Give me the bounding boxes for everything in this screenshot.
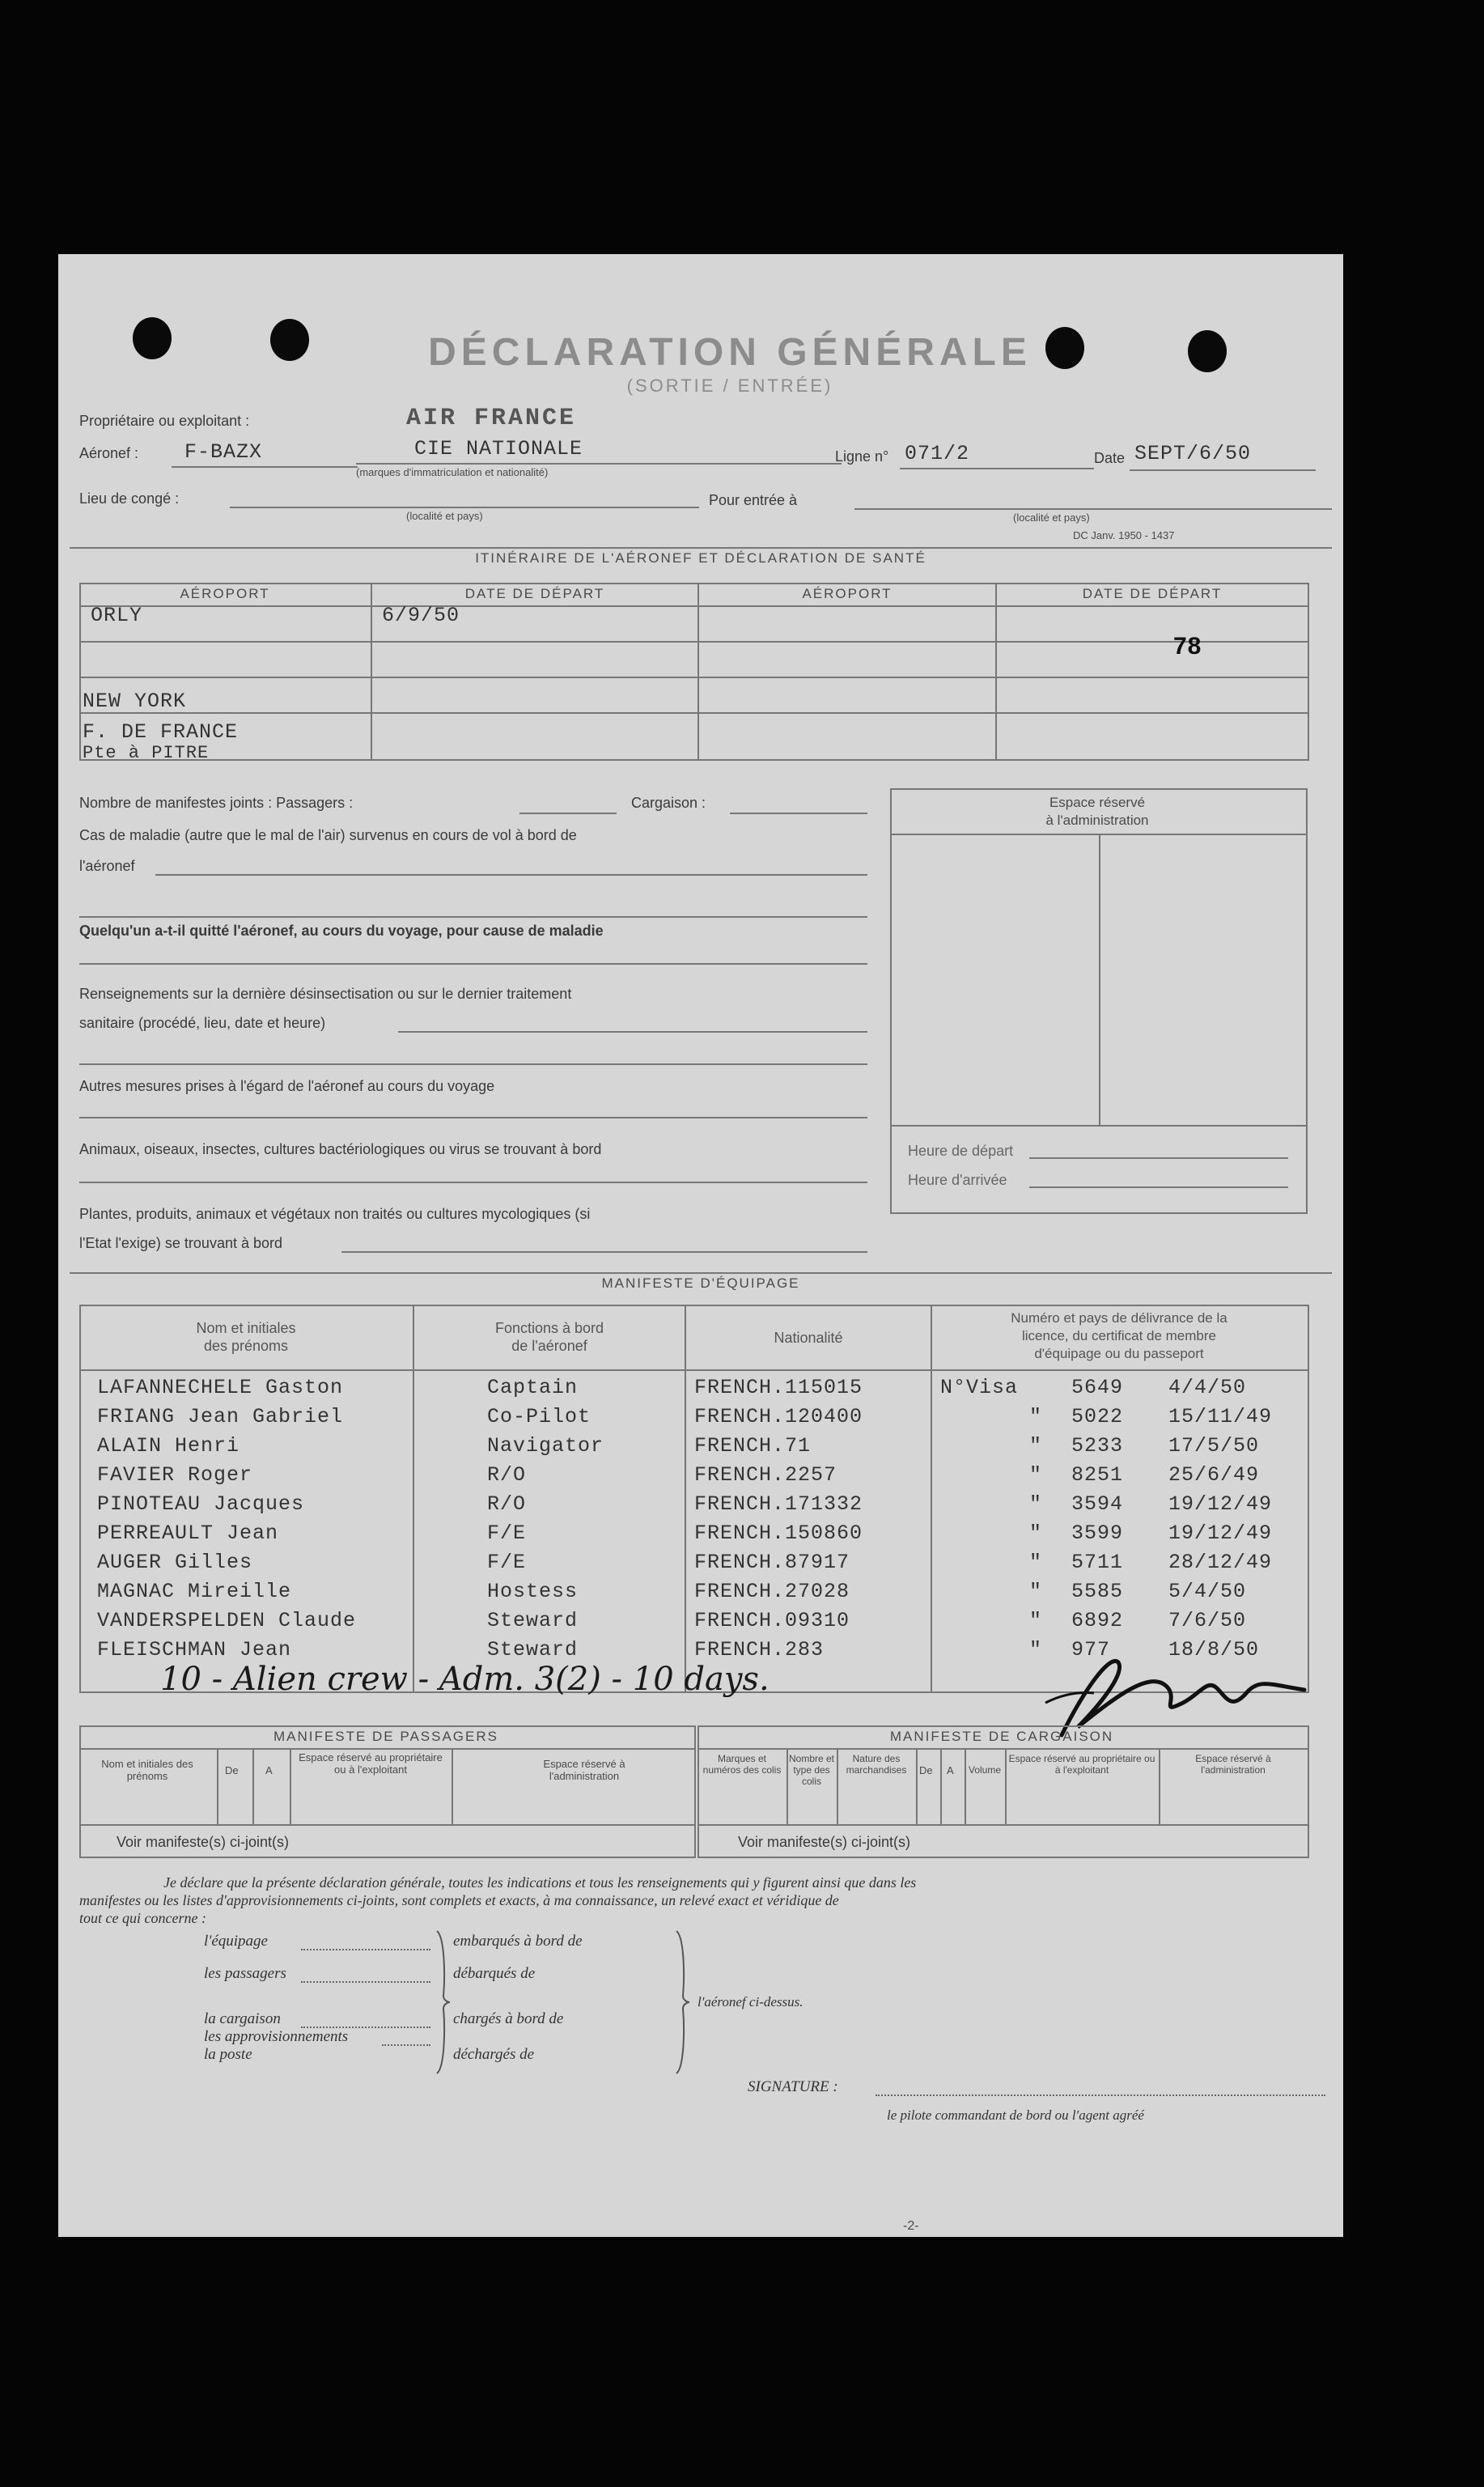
manifests-underline bbox=[519, 813, 617, 814]
crew-license-date: 4/4/50 bbox=[1168, 1376, 1247, 1399]
declaration-aircraft: l'aéronef ci-dessus. bbox=[697, 1994, 803, 2010]
declaration-mail: la poste bbox=[204, 2046, 252, 2063]
stop-1: NEW YORK bbox=[83, 690, 187, 713]
crew-license-prefix: " bbox=[1029, 1638, 1043, 1662]
locality-caption: (localité et pays) bbox=[406, 510, 483, 522]
cargo-title: MANIFESTE DE CARGAISON bbox=[889, 1729, 1114, 1744]
declaration-form bbox=[58, 254, 1343, 2237]
punch-hole bbox=[270, 319, 309, 361]
marks-caption: (marques d'immatriculation et nationalité) bbox=[356, 466, 549, 478]
crew-license-number: 5022 bbox=[1071, 1405, 1124, 1428]
q-plants-underline bbox=[341, 1251, 867, 1253]
arrival-time-label: Heure d'arrivée bbox=[908, 1172, 1007, 1188]
q-illness-underline-2 bbox=[79, 916, 867, 918]
q-disinsection: Renseignements sur la dernière désinsectisation ou sur le dernier traitement bbox=[79, 986, 572, 1002]
declaration-landed: débarqués de bbox=[453, 1965, 536, 1982]
crew-nationality: FRENCH.150860 bbox=[694, 1521, 863, 1545]
itinerary-row-rule bbox=[79, 677, 1308, 678]
crew-name: PERREAULT Jean bbox=[97, 1521, 279, 1545]
cargo-col-admin: Espace réservé à l'administration bbox=[1195, 1753, 1271, 1776]
passenger-col-rule bbox=[217, 1748, 218, 1824]
q-disinsection-underline-2 bbox=[79, 1063, 867, 1065]
passenger-col-rule bbox=[290, 1748, 291, 1824]
admin-inner-divider bbox=[1099, 834, 1100, 1125]
cargo-subheader-rule bbox=[697, 1824, 1308, 1826]
passenger-col-owner: Espace réservé au propriétaire ou à l'exploitant bbox=[299, 1751, 443, 1776]
date-value: SEPT/6/50 bbox=[1134, 442, 1252, 465]
declaration-dots bbox=[301, 1949, 430, 1950]
crew-function: F/E bbox=[487, 1521, 527, 1545]
passenger-col-admin: Espace réservé à l'administration bbox=[543, 1758, 625, 1782]
declaration-loaded: chargés à bord de bbox=[453, 2010, 564, 2027]
declaration-dots bbox=[301, 1981, 430, 1983]
col-airport-2: AÉROPORT bbox=[802, 586, 893, 601]
crew-license-number: 977 bbox=[1071, 1638, 1111, 1662]
declaration-dots bbox=[382, 2044, 430, 2046]
crew-col-rule bbox=[685, 1305, 686, 1691]
declaration-text-2: manifestes ou les listes d'approvisionnements ci-joints, sont complets et exacts, à ma connaissance, un relevé exact et véridique de bbox=[79, 1892, 839, 1908]
crew-license-prefix: " bbox=[1029, 1463, 1043, 1487]
itinerary-title: ITINÉRAIRE DE L'AÉRONEF ET DÉCLARATION DE SANTÉ bbox=[475, 550, 926, 566]
passenger-subheader-rule bbox=[79, 1824, 694, 1826]
crew-license-prefix: " bbox=[1029, 1434, 1043, 1458]
crew-nationality: FRENCH.115015 bbox=[694, 1376, 863, 1399]
right-brace bbox=[673, 1929, 693, 2075]
cargo-col-de: De bbox=[919, 1764, 933, 1776]
admin-title-1: Espace réservé bbox=[1049, 795, 1146, 810]
entry-underline bbox=[854, 508, 1332, 510]
cargo-col-rule bbox=[1005, 1748, 1007, 1824]
crew-name: VANDERSPELDEN Claude bbox=[97, 1609, 357, 1632]
company-value: CIE NATIONALE bbox=[414, 437, 583, 460]
crew-license-date: 19/12/49 bbox=[1168, 1492, 1273, 1516]
itinerary-row-rule bbox=[79, 712, 1308, 714]
passenger-title: MANIFESTE DE PASSAGERS bbox=[273, 1729, 498, 1744]
aircraft-underline bbox=[172, 466, 358, 468]
crew-title: MANIFESTE D'ÉQUIPAGE bbox=[601, 1275, 800, 1291]
passenger-col-a: A bbox=[265, 1764, 273, 1776]
cargo-count-label: Cargaison : bbox=[631, 795, 706, 811]
crew-license-number: 3599 bbox=[1071, 1521, 1124, 1545]
crew-license-number: 8251 bbox=[1071, 1463, 1124, 1487]
left-brace bbox=[434, 1929, 453, 2075]
cargo-col-nature: Nature des marchandises bbox=[846, 1753, 907, 1776]
col-airport: AÉROPORT bbox=[180, 586, 270, 601]
crew-name: ALAIN Henri bbox=[97, 1434, 240, 1458]
admin-title-2: à l'administration bbox=[1045, 813, 1149, 828]
q-animals-underline bbox=[79, 1182, 867, 1183]
itinerary-top-rule bbox=[70, 547, 1332, 549]
cargo-col-owner: Espace réservé au propriétaire ou à l'exploitant bbox=[1008, 1753, 1155, 1776]
crew-nationality: FRENCH.27028 bbox=[694, 1580, 850, 1603]
origin-airport: ORLY bbox=[91, 604, 143, 627]
passenger-see-manifest: Voir manifeste(s) ci-joint(s) bbox=[117, 1834, 290, 1850]
crew-function: F/E bbox=[487, 1551, 527, 1574]
itinerary-row-rule bbox=[79, 641, 1308, 643]
crew-nationality: FRENCH.283 bbox=[694, 1638, 825, 1662]
q-other-measures: Autres mesures prises à l'égard de l'aéronef au cours du voyage bbox=[79, 1078, 495, 1094]
q-plants-b: l'Etat l'exige) se trouvant à bord bbox=[79, 1235, 283, 1251]
passenger-col-de: De bbox=[225, 1764, 239, 1776]
q-illness-b: l'aéronef bbox=[79, 858, 135, 874]
crew-function: Steward bbox=[487, 1609, 579, 1632]
crew-name: LAFANNECHELE Gaston bbox=[97, 1376, 344, 1399]
crew-function: Hostess bbox=[487, 1580, 579, 1603]
crew-top-rule bbox=[70, 1272, 1332, 1274]
q-left-aircraft: Quelqu'un a-t-il quitté l'aéronef, au cours du voyage, pour cause de maladie bbox=[79, 923, 604, 939]
declaration-dots bbox=[301, 2027, 430, 2028]
crew-name: FLEISCHMAN Jean bbox=[97, 1638, 292, 1662]
crew-col-name bbox=[79, 1319, 413, 1355]
crew-license-number: 5585 bbox=[1071, 1580, 1124, 1603]
crew-col-nationality: Nationalité bbox=[774, 1330, 843, 1346]
declaration-text-1: Je déclare que la présente déclaration générale, toutes les indications et tous les renseignements qui y figurent ainsi que dans les bbox=[163, 1874, 917, 1891]
crew-function: Steward bbox=[487, 1638, 579, 1662]
crew-col-name-1: Nom et initiales bbox=[196, 1320, 296, 1336]
crew-nationality: FRENCH.87917 bbox=[694, 1551, 850, 1574]
q-disinsection-b: sanitaire (procédé, lieu, date et heure) bbox=[79, 1015, 326, 1031]
crew-function: Co-Pilot bbox=[487, 1405, 591, 1428]
crew-license-date: 28/12/49 bbox=[1168, 1551, 1273, 1574]
stop-3: Pte à PITRE bbox=[83, 743, 210, 763]
crew-col-license-1: Numéro et pays de délivrance de la bbox=[1011, 1310, 1227, 1326]
cargo-underline bbox=[730, 813, 867, 814]
admin-inner-bottom bbox=[890, 1125, 1306, 1127]
owner-label: Propriétaire ou exploitant : bbox=[79, 413, 250, 429]
crew-function: R/O bbox=[487, 1463, 527, 1487]
crew-license-prefix: " bbox=[1029, 1405, 1043, 1428]
col-departure-2: DATE DE DÉPART bbox=[1082, 586, 1223, 601]
handwritten-crew-note: 10 - Alien crew - Adm. 3(2) - 10 days. bbox=[160, 1661, 770, 1698]
stop-2: F. DE FRANCE bbox=[83, 720, 239, 744]
crew-function: Captain bbox=[487, 1376, 579, 1399]
crew-name: FRIANG Jean Gabriel bbox=[97, 1405, 344, 1428]
declaration-cargo: la cargaison bbox=[204, 2010, 281, 2027]
crew-function: R/O bbox=[487, 1492, 527, 1516]
crew-license-prefix: " bbox=[1029, 1609, 1043, 1632]
itinerary-header-rule bbox=[79, 605, 1308, 607]
col-departure: DATE DE DÉPART bbox=[464, 586, 605, 601]
crew-col-license-2: licence, du certificat de membre bbox=[1022, 1328, 1216, 1343]
departure-time-underline bbox=[1029, 1157, 1288, 1159]
declaration-crew: l'équipage bbox=[204, 1933, 268, 1950]
q-illness-underline bbox=[155, 874, 867, 876]
locality-caption-2: (localité et pays) bbox=[1013, 511, 1090, 524]
q-animals: Animaux, oiseaux, insectes, cultures bactériologiques ou virus se trouvant à bord bbox=[79, 1141, 602, 1157]
crew-nationality: FRENCH.71 bbox=[694, 1434, 812, 1458]
declaration-supplies: les approvisionnements bbox=[204, 2028, 349, 2045]
departure-time-label: Heure de départ bbox=[908, 1143, 1014, 1159]
passenger-col-rule bbox=[452, 1748, 453, 1824]
crew-name: FAVIER Roger bbox=[97, 1463, 253, 1487]
crew-col-function-2: de l'aéronef bbox=[511, 1338, 587, 1354]
cargo-col-rule bbox=[940, 1748, 942, 1824]
crew-license-number: 5711 bbox=[1071, 1551, 1124, 1574]
origin-date: 6/9/50 bbox=[382, 604, 460, 627]
cargo-col-volume: Volume bbox=[968, 1764, 1002, 1776]
crew-license-date: 17/5/50 bbox=[1168, 1434, 1260, 1458]
crew-license-number: 3594 bbox=[1071, 1492, 1124, 1516]
itinerary-col-rule bbox=[995, 583, 997, 759]
crew-license-date: 7/6/50 bbox=[1168, 1609, 1247, 1632]
page-footer-mark: -2- bbox=[903, 2219, 919, 2233]
crew-name: AUGER Gilles bbox=[97, 1551, 253, 1574]
cargo-col-rule bbox=[916, 1748, 918, 1824]
crew-license-prefix: " bbox=[1029, 1580, 1043, 1603]
crew-license-date: 15/11/49 bbox=[1168, 1405, 1273, 1428]
form-title: DÉCLARATION GÉNÉRALE bbox=[428, 331, 1032, 374]
line-underline bbox=[900, 468, 1094, 469]
date-label: Date bbox=[1094, 450, 1126, 466]
itinerary-col-rule bbox=[371, 583, 372, 759]
form-subtitle: (SORTIE / ENTRÉE) bbox=[626, 376, 833, 396]
clearance-underline bbox=[230, 507, 699, 508]
manifests-label: Nombre de manifestes joints : Passagers : bbox=[79, 795, 354, 811]
passenger-col-rule bbox=[252, 1748, 254, 1824]
cargo-col-a: A bbox=[947, 1764, 954, 1776]
crew-license-prefix: N°Visa bbox=[940, 1376, 1019, 1399]
crew-function: Navigator bbox=[487, 1434, 604, 1458]
passenger-header-rule bbox=[79, 1748, 694, 1750]
crew-license-date: 25/6/49 bbox=[1168, 1463, 1260, 1487]
crew-license-date: 18/8/50 bbox=[1168, 1638, 1260, 1662]
crew-nationality: FRENCH.09310 bbox=[694, 1609, 850, 1632]
crew-col-name-2: des prénoms bbox=[203, 1338, 289, 1354]
q-disinsection-underline bbox=[398, 1031, 867, 1033]
crew-license-date: 5/4/50 bbox=[1168, 1580, 1247, 1603]
entry-label: Pour entrée à bbox=[709, 492, 798, 508]
crew-license-number: 5233 bbox=[1071, 1434, 1124, 1458]
crew-col-license bbox=[932, 1309, 1306, 1363]
crew-license-date: 19/12/49 bbox=[1168, 1521, 1273, 1545]
itinerary-table bbox=[79, 583, 1309, 761]
crew-header-rule bbox=[79, 1369, 1308, 1371]
crew-license-number: 6892 bbox=[1071, 1609, 1124, 1632]
line-label: Ligne n° bbox=[835, 448, 889, 465]
signature-line bbox=[876, 2094, 1325, 2096]
cargo-header-rule bbox=[697, 1748, 1308, 1750]
company-underline bbox=[356, 463, 842, 465]
crew-license-number: 5649 bbox=[1071, 1376, 1124, 1399]
crew-col-license-3: d'équipage ou du passeport bbox=[1034, 1346, 1204, 1361]
cargo-col-rule bbox=[965, 1748, 966, 1824]
q-other-underline bbox=[79, 1117, 867, 1118]
crew-license-prefix: " bbox=[1029, 1492, 1043, 1516]
itinerary-col-rule bbox=[697, 583, 699, 759]
punch-hole bbox=[133, 317, 172, 359]
cargo-see-manifest: Voir manifeste(s) ci-joint(s) bbox=[738, 1834, 911, 1850]
declaration-unloaded: déchargés de bbox=[453, 2046, 535, 2063]
aircraft-label: Aéronef : bbox=[79, 445, 139, 461]
crew-nationality: FRENCH.2257 bbox=[694, 1463, 837, 1487]
passenger-col-name: Nom et initiales des prénoms bbox=[101, 1758, 193, 1782]
declaration-passengers: les passagers bbox=[204, 1965, 286, 1982]
arrival-time-underline bbox=[1029, 1186, 1288, 1188]
declaration-text-3: tout ce qui concerne : bbox=[79, 1910, 206, 1926]
crew-col-function-1: Fonctions à bord bbox=[494, 1320, 604, 1336]
date-underline bbox=[1130, 469, 1316, 471]
crew-col-function bbox=[414, 1319, 685, 1355]
cargo-col-count: Nombre et type des colis bbox=[788, 1753, 835, 1787]
crew-col-rule bbox=[413, 1305, 414, 1691]
admin-inner-top bbox=[890, 834, 1306, 835]
form-reference: DC Janv. 1950 - 1437 bbox=[1073, 529, 1175, 541]
clearance-label: Lieu de congé : bbox=[79, 490, 180, 507]
punch-hole bbox=[1188, 330, 1227, 372]
signature-label: SIGNATURE : bbox=[748, 2078, 838, 2095]
crew-nationality: FRENCH.120400 bbox=[694, 1405, 863, 1428]
cargo-col-rule bbox=[1159, 1748, 1160, 1824]
owner-value: AIR FRANCE bbox=[406, 405, 577, 432]
q-left-underline bbox=[79, 963, 867, 965]
crew-name: MAGNAC Mireille bbox=[97, 1580, 292, 1603]
crew-license-prefix: " bbox=[1029, 1551, 1043, 1574]
aircraft-value: F-BAZX bbox=[184, 440, 263, 464]
q-illness: Cas de maladie (autre que le mal de l'air) survenus en cours de vol à bord de bbox=[79, 827, 577, 843]
crew-nationality: FRENCH.171332 bbox=[694, 1492, 863, 1516]
q-plants: Plantes, produits, animaux et végétaux non traités ou cultures mycologiques (si bbox=[79, 1206, 591, 1222]
line-value: 071/2 bbox=[905, 442, 970, 465]
crew-name: PINOTEAU Jacques bbox=[97, 1492, 305, 1516]
crew-license-prefix: " bbox=[1029, 1521, 1043, 1545]
cargo-col-marks: Marques et numéros des colis bbox=[702, 1753, 782, 1776]
page-number: 78 bbox=[1173, 633, 1202, 660]
signature-caption: le pilote commandant de bord ou l'agent agréé bbox=[887, 2107, 1144, 2123]
declaration-boarded: embarqués à bord de bbox=[453, 1933, 583, 1950]
